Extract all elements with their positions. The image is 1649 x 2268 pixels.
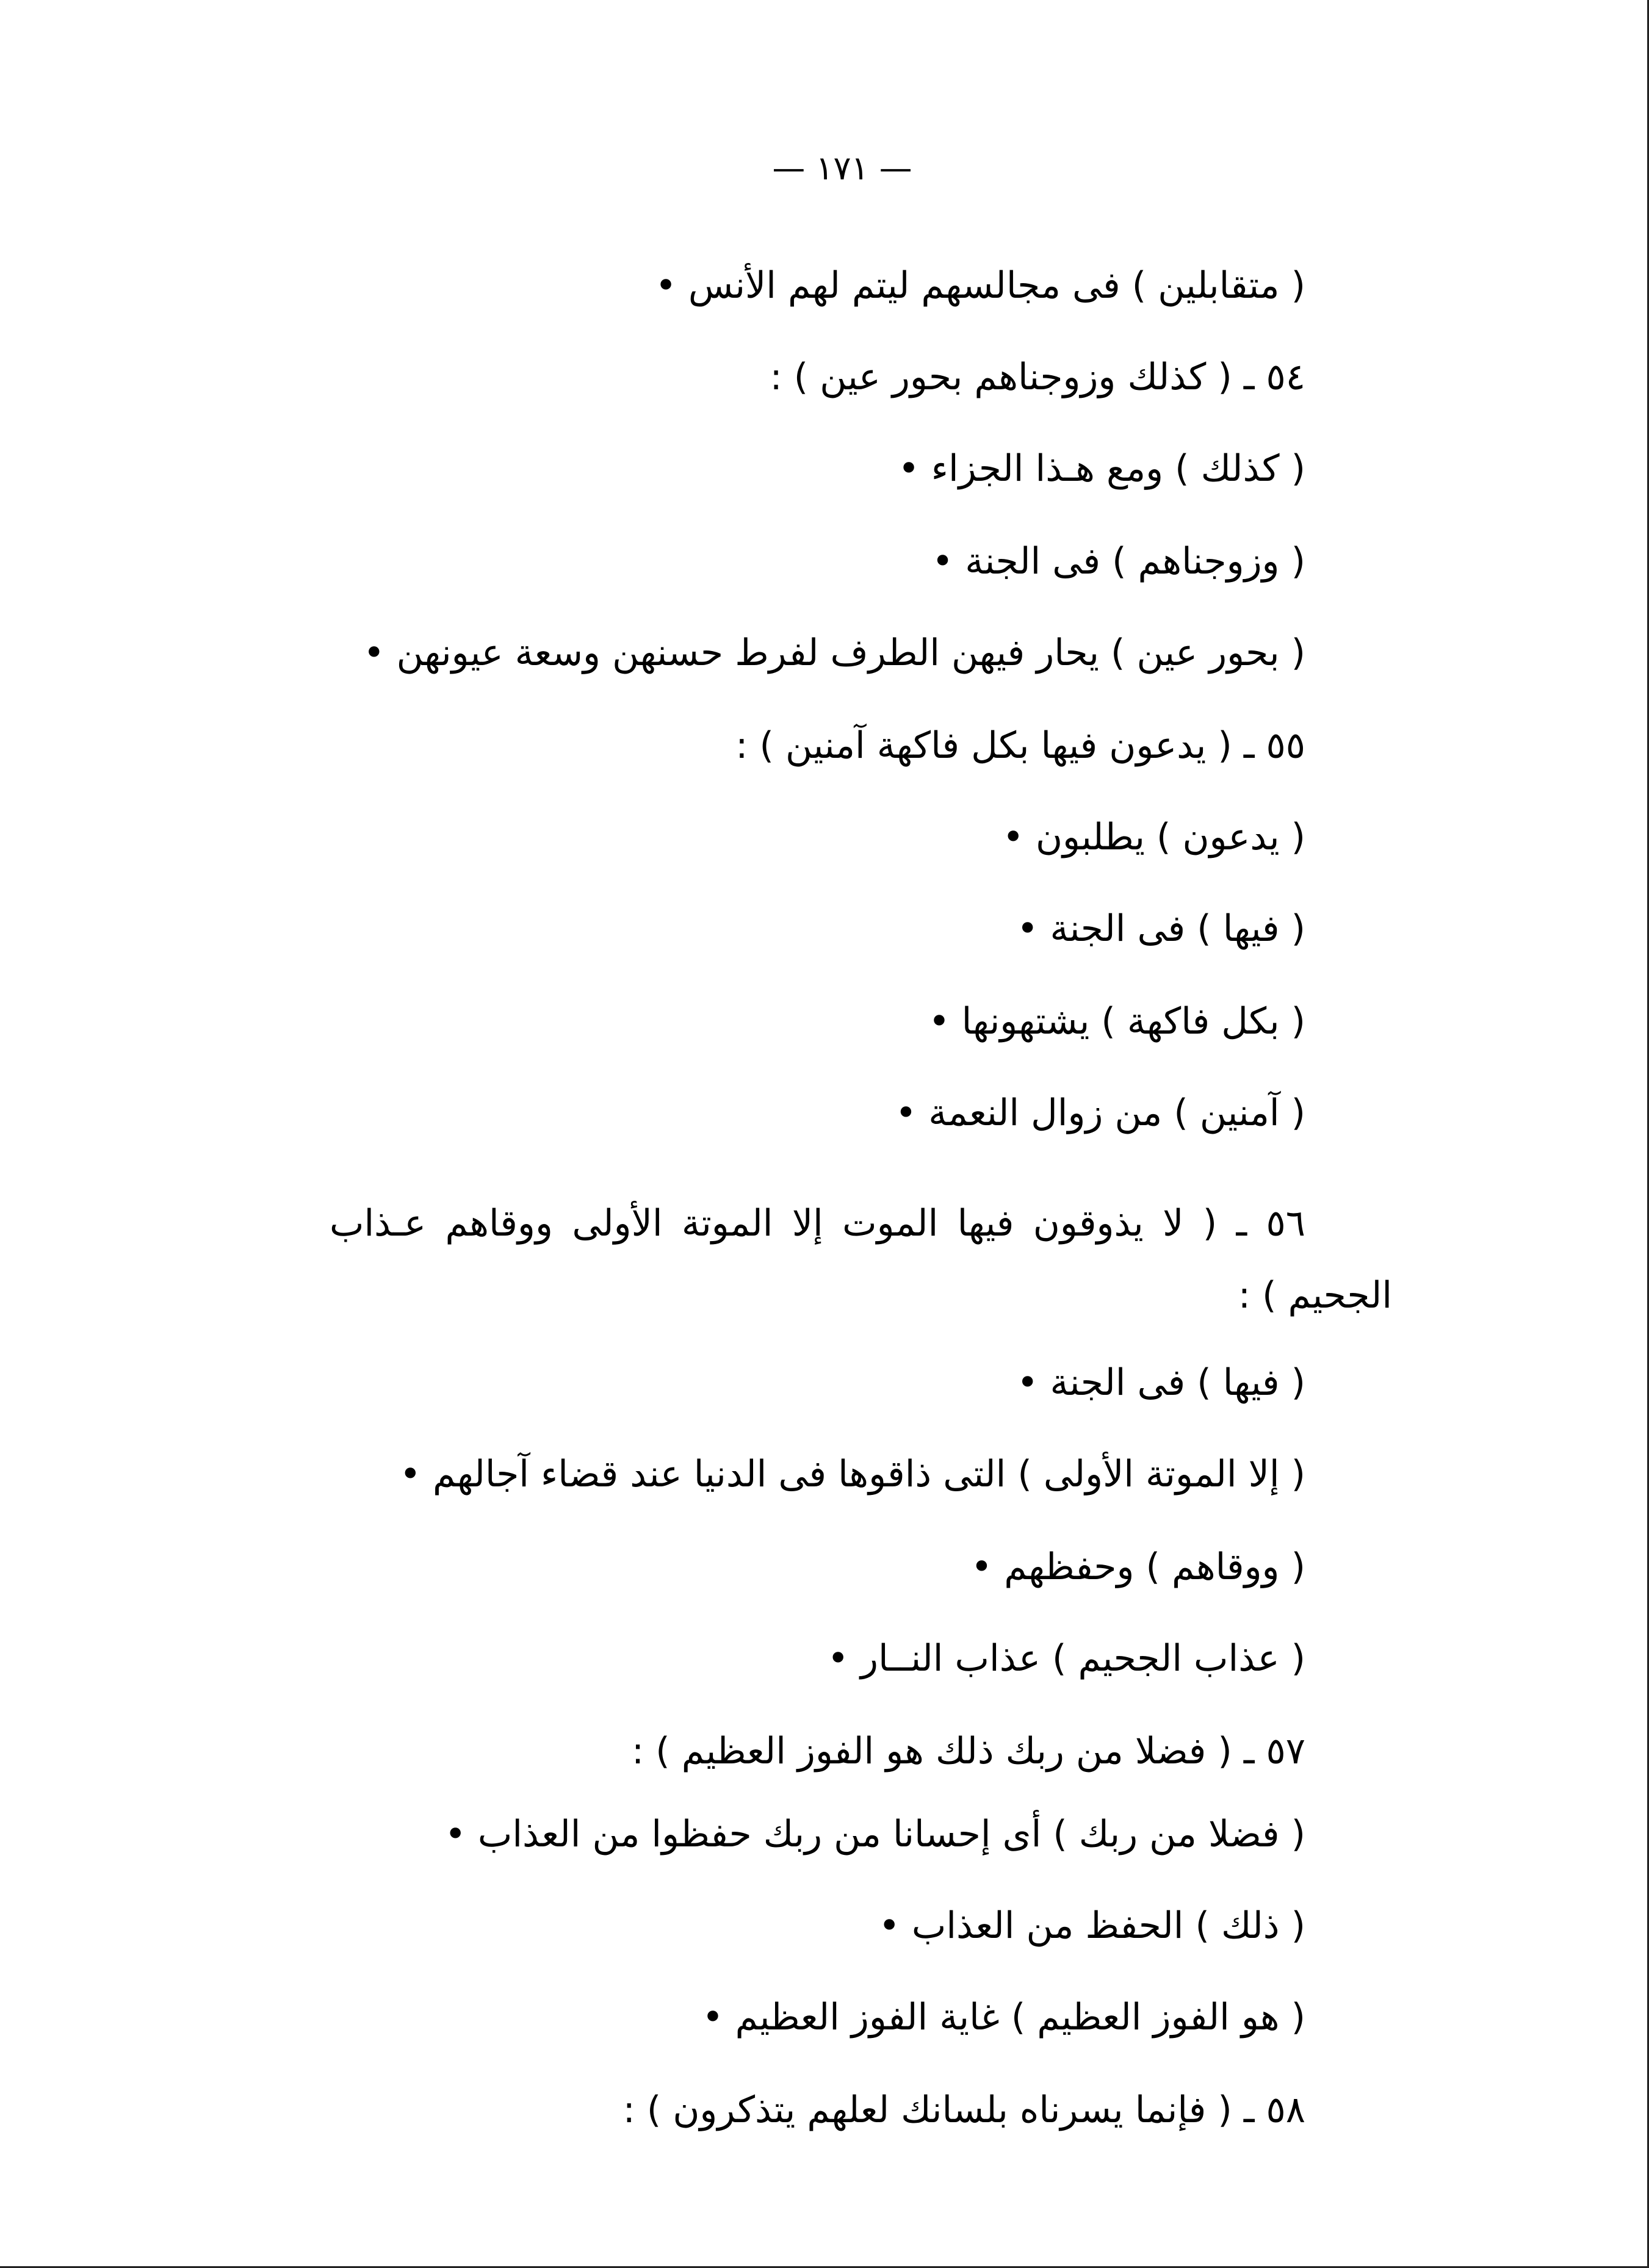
text-line: ( بحور عين ) يحار فيهن الطرف لفرط حسنهن وسعة عيونهن • <box>363 632 1305 674</box>
text-line: ( إلا الموتة الأولى ) التى ذاقوها فى الدنيا عند قضاء آجالهم • <box>399 1453 1305 1496</box>
text-line: ( وزوجناهم ) فى الجنة • <box>931 540 1305 583</box>
verse-heading-58: ٥٨ ـ ( فإنما يسرناه بلسانك لعلهم يتذكرون ) : <box>622 2089 1305 2131</box>
verse-heading-56 <box>330 1187 1392 1331</box>
text-line: ( عذاب الجحيم ) عذاب النــار • <box>827 1637 1305 1680</box>
page-number: — ١٧١ — <box>772 149 912 187</box>
verse-heading-54: ٥٤ ـ ( كذلك وزوجناهم بحور عين ) : <box>770 356 1305 398</box>
text-line: ( ووقاهم ) وحفظهم • <box>970 1546 1305 1588</box>
text-line: ( يدعون ) يطلبون • <box>1002 816 1305 859</box>
verse-heading-55: ٥٥ ـ ( يدعون فيها بكل فاكهة آمنين ) : <box>735 724 1305 767</box>
verse-heading-56-text: ٥٦ ـ ( لا يذوقون فيها الموت إلا الموتة الأولى ووقاهم عـذاب الجحيم ) : <box>330 1202 1392 1317</box>
text-line: ( آمنين ) من زوال النعمة • <box>895 1092 1305 1134</box>
text-line: ( ذلك ) الحفظ من العذاب • <box>878 1904 1305 1947</box>
text-line: ( فضلا من ربك ) أى إحسانا من ربك حفظوا من العذاب • <box>444 1813 1305 1856</box>
text-line: ( هو الفوز العظيم ) غاية الفوز العظيم • <box>702 1996 1305 2039</box>
text-line: ( بكل فاكهة ) يشتهونها • <box>928 1000 1305 1043</box>
verse-heading-57: ٥٧ ـ ( فضلا من ربك ذلك هو الفوز العظيم ) : <box>631 1730 1305 1773</box>
text-line: ( متقابلين ) فى مجالسهم ليتم لهم الأنس • <box>655 264 1305 307</box>
text-line: ( فيها ) فى الجنة • <box>1017 907 1305 950</box>
text-line: ( فيها ) فى الجنة • <box>1017 1361 1305 1404</box>
text-line: ( كذلك ) ومع هـذا الجزاء • <box>898 447 1305 490</box>
